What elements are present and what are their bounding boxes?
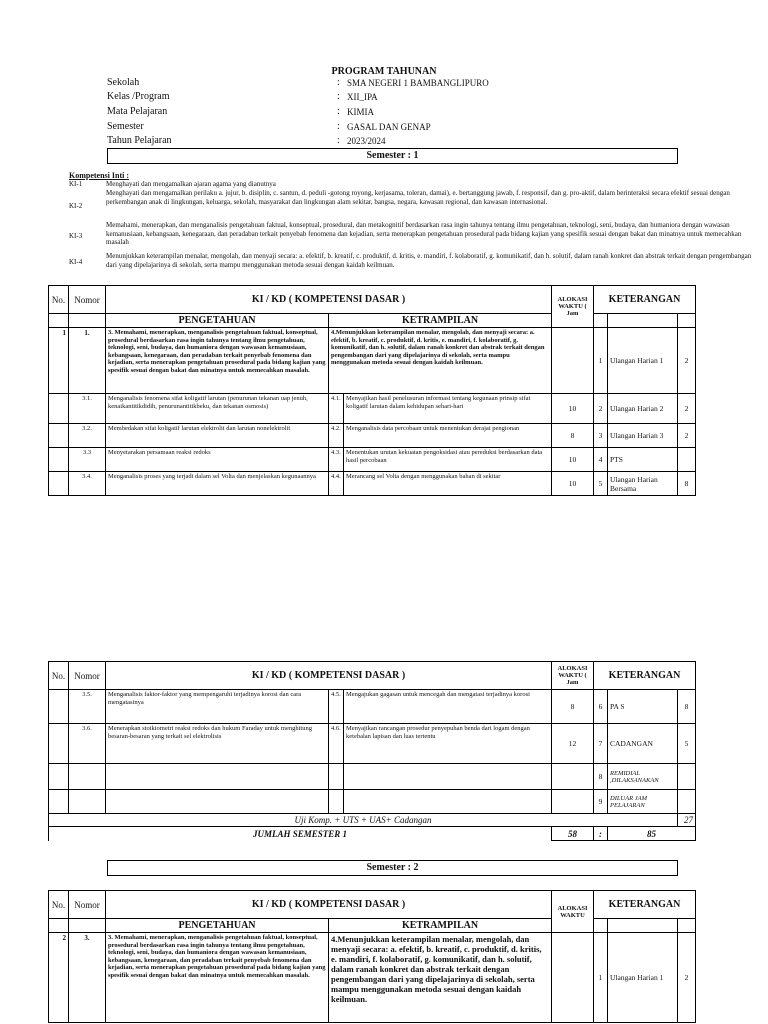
table-row xyxy=(49,394,696,424)
row-no xyxy=(49,394,69,424)
col-header-no: No. xyxy=(49,286,69,314)
row-nomor: 3.2. xyxy=(69,424,106,448)
row-alokasi xyxy=(552,933,594,1023)
row-nomor xyxy=(69,790,106,814)
header-value: KIMIA xyxy=(347,107,374,117)
row-ket-val xyxy=(678,790,696,814)
col-header-kikd: KI / KD ( KOMPETENSI DASAR ) xyxy=(106,662,552,690)
row-alokasi: 12 xyxy=(552,724,594,764)
col-header-no: No. xyxy=(49,662,69,690)
row-ketrampilan: Mengajukan gagasan untuk mencegah dan mengatasi terjadinya korosi xyxy=(344,690,552,724)
row-pengetahuan: 3. Memahami, menerapkan, menganalisis pengetahuan faktual, konseptual, prosedural berdasarkan rasa ingin tahunya tentang ilmu pengetahuan, teknologi, seni, budaya, dan humaniora dengan wawasan kemanusiaan, kebangsaan, kenegaraan, dan peradaban terkait penyebab fenomena dan kejadian, serta menerapkan pengetahuan prosedural pada bidang kajian yang spesifik sesuai dengan bakat dan minatnya untuk memecahkan masalah. xyxy=(106,328,329,394)
header-label: Mata Pelajaran xyxy=(107,106,168,117)
row-no xyxy=(49,448,69,472)
col-header-nomor: Nomor xyxy=(69,662,106,690)
row-ket-val: 2 xyxy=(678,394,696,424)
row-ketrampilan: 4.Menunjukkan keterampilan menalar, mengolah, dan menyaji secara: a. efektif, b. kreatif, c. produktif, d. kritis, e. mandiri, f. kolaboratif, g. komunikatif, dan h. solutif, dalam ranah konkret dan abstrak terkait dengan pengembangan dari yang dipelajarinya di sekolah, serta mampu menggunakan metoda sesuai dengan kaidah keilmuan. xyxy=(329,933,552,1023)
row-alokasi: 10 xyxy=(552,394,594,424)
row-ket-number: 4.6. xyxy=(329,724,344,764)
uji-value: 27 xyxy=(678,814,696,827)
row-ket-label: DILUAR JAM PELAJARAN xyxy=(608,790,678,814)
col-header-ketrampilan: KETRAMPILAN xyxy=(329,919,552,933)
row-nomor: 3.4. xyxy=(69,472,106,496)
row-no xyxy=(49,472,69,496)
row-ket-val xyxy=(678,764,696,790)
col-header-no: No. xyxy=(49,891,69,919)
row-no xyxy=(49,724,69,764)
row-pengetahuan: Menganalisis faktor-faktor yang mempengaruhi terjadinya korosi dan cara mengatasinya xyxy=(106,690,329,724)
row-ket-label: PA S xyxy=(608,690,678,724)
header-label: Kelas /Program xyxy=(107,91,170,102)
row-ket-number: 4.5. xyxy=(329,690,344,724)
row-ket-label: REMIDIAL ,DILAKSANAKAN xyxy=(608,764,678,790)
row-ket-no: 1 xyxy=(594,328,608,394)
header-colon: : xyxy=(337,135,340,146)
row-nomor: 1. xyxy=(69,328,106,394)
row-pengetahuan xyxy=(106,764,329,790)
row-pengetahuan: 3. Memahami, menerapkan, menganalisis pengetahuan faktual, konseptual, prosedural berdasarkan rasa ingin tahunya tentang ilmu pengetahuan, teknologi, seni, budaya, dan humaniora dengan wawasan kemanusiaan, kebangsaan, kenegaraan, dan peradaban terkait penyebab fenomena dan kejadian, serta menerapkan pengetahuan prosedural pada bidang kajian yang spesifik sesuai dengan bakat dan minatnya untuk memecahkan masalah. xyxy=(106,933,329,1023)
kd-table-semester-2 xyxy=(48,890,696,1023)
row-ket-no: 9 xyxy=(594,790,608,814)
document-title: PROGRAM TAHUNAN xyxy=(331,66,437,77)
ki-text: Menunjukkan keterampilan menalar, mengolah, dan menyaji secara: a. efektif, b. kreatif, c. produktif, d. kritis, e. mandiri, f. kolaboratif, g. komunikatif, dan h. solutif, dalam ranah konkret dan abstrak terkait dengan pengembangan dari yang dipelajarinya di sekolah, serta mampu menggunakan metoda sesuai dengan kaidah keilmuan. xyxy=(106,252,752,269)
row-ket-label: PTS xyxy=(608,448,678,472)
jumlah-total: 85 xyxy=(608,827,696,841)
row-ket-number: 4.1. xyxy=(329,394,344,424)
header-colon: : xyxy=(337,91,340,102)
header-colon: : xyxy=(337,77,340,88)
row-no xyxy=(49,424,69,448)
table-row xyxy=(49,933,696,1023)
table-row xyxy=(49,424,696,448)
col-header-alokasi: ALOKASI WAKTU ( Jam xyxy=(552,286,594,328)
header-value: 2023/2024 xyxy=(347,136,386,146)
row-pengetahuan: Membedakan sifat koligatif larutan elektrolit dan larutan nonelektrolit xyxy=(106,424,329,448)
table-row xyxy=(49,724,696,764)
row-ketrampilan: Menganalisis data percobaan untuk menentukan derajat pengionan xyxy=(344,424,552,448)
jumlah-colon: : xyxy=(594,827,608,841)
table-row xyxy=(49,690,696,724)
row-ket-no: 4 xyxy=(594,448,608,472)
empty-cell xyxy=(49,919,69,933)
row-pengetahuan xyxy=(106,790,329,814)
row-ket-val xyxy=(678,448,696,472)
ki-code: KI-2 xyxy=(69,202,83,210)
empty-cell xyxy=(678,919,696,933)
table-row xyxy=(49,328,696,394)
table-row xyxy=(49,790,696,814)
row-ket-no: 1 xyxy=(594,933,608,1023)
header-value: GASAL DAN GENAP xyxy=(347,122,431,132)
row-no xyxy=(49,690,69,724)
header-label: Tahun Pelajaran xyxy=(107,135,172,146)
col-header-keterangan: KETERANGAN xyxy=(594,662,696,690)
header-label: Sekolah xyxy=(107,77,140,88)
row-ket-no: 5 xyxy=(594,472,608,496)
col-header-kikd: KI / KD ( KOMPETENSI DASAR ) xyxy=(106,891,552,919)
row-ketrampilan xyxy=(344,764,552,790)
row-ket-val: 2 xyxy=(678,424,696,448)
row-ket-number xyxy=(329,764,344,790)
row-nomor: 3.1. xyxy=(69,394,106,424)
ki-text: Memahami, menerapkan, dan menganalisis pengetahuan faktual, konseptual, prosedural, dan metakognitif berdasarkan rasa ingin tahunya tentang ilmu pengetahuan, teknologi, seni, budaya, dan humaniora dengan wawasan kemanusiaan, kebangsaan, kenegaraan, dan peradaban terkait penyebab fenomena dan kejadian, serta menerapkan pengetahuan prosedural pada bidang kajian yang spesifik sesuai dengan bakat dan minatnya untuk memecahkan masalah xyxy=(106,221,742,246)
row-ketrampilan: Menentukan urutan kekuatan pengoksidasi atau pereduksi berdasarkan data hasil percobaan xyxy=(344,448,552,472)
row-ket-label: Ulangan Harian 2 xyxy=(608,394,678,424)
table-row xyxy=(49,472,696,496)
header-colon: : xyxy=(337,106,340,117)
empty-cell xyxy=(608,314,678,328)
col-header-keterangan: KETERANGAN xyxy=(594,286,696,314)
row-ket-no: 2 xyxy=(594,394,608,424)
row-ket-label: Ulangan Harian 1 xyxy=(608,328,678,394)
empty-cell xyxy=(608,919,678,933)
row-nomor: 3.5. xyxy=(69,690,106,724)
ki-text: Menghayati dan mengamalkan perilaku a. jujur, b. disiplin, c. santun, d. peduli -gotong royong, kerjasama, toleran, damai), e. bertanggung jawab, f. responsif, dan g. pro-aktif, dalam berinteraksi secara efektif sesuai dengan perkembangan anak di lingkungan, keluarga, sekolah, masyarakat dan lingkungan alam sekitar, bangsa, negara, kawasan regional, dan kawasan internasional. xyxy=(106,189,730,206)
empty-cell xyxy=(594,314,608,328)
row-ket-number: 4.2. xyxy=(329,424,344,448)
row-ketrampilan xyxy=(344,790,552,814)
col-header-nomor: Nomor xyxy=(69,286,106,314)
row-ket-no: 6 xyxy=(594,690,608,724)
row-ket-val: 5 xyxy=(678,724,696,764)
col-header-ketrampilan: KETRAMPILAN xyxy=(329,314,552,328)
header-value: SMA NEGERI 1 BAMBANGLIPURO xyxy=(347,78,489,88)
row-ket-label: Ulangan Harian 3 xyxy=(608,424,678,448)
row-no: 1 xyxy=(49,328,69,394)
row-pengetahuan: Menerapkan stoikiometri reaksi redoks dan hukum Faraday untuk menghitung besaran-besaran yang terkait sel elektrolisis xyxy=(106,724,329,764)
empty-cell xyxy=(594,919,608,933)
ki-code: KI-3 xyxy=(69,232,83,240)
jumlah-value: 58 xyxy=(552,827,594,841)
row-nomor: 3.6. xyxy=(69,724,106,764)
row-ket-label: Ulangan Harian 1 xyxy=(608,933,678,1023)
ki-text: Menghayati dan mengamalkan ajaran agama yang dianutnya xyxy=(106,180,276,188)
row-alokasi: 8 xyxy=(552,690,594,724)
row-alokasi xyxy=(552,328,594,394)
row-ket-no: 7 xyxy=(594,724,608,764)
row-ket-label: Ulangan Harian Bersama xyxy=(608,472,678,496)
row-ketrampilan: Menyajikan rancangan prosedur penyepuhan benda dari logam dengan ketebalan lapisan dan luas tertentu xyxy=(344,724,552,764)
row-ket-number: 4.4. xyxy=(329,472,344,496)
row-alokasi: 8 xyxy=(552,424,594,448)
header-value: XII_IPA xyxy=(347,92,378,102)
row-ket-label: CADANGAN xyxy=(608,724,678,764)
row-no xyxy=(49,764,69,790)
row-ket-no: 8 xyxy=(594,764,608,790)
table-row xyxy=(49,764,696,790)
empty-cell xyxy=(69,314,106,328)
header-label: Semester xyxy=(107,121,144,132)
row-ket-number xyxy=(329,790,344,814)
row-ket-val: 2 xyxy=(678,933,696,1023)
row-ketrampilan: Menyajikan hasil penelusuran informasi tentang kegunaan prinsip sifat koligatif larutan dalam kehidupan sehari-hari xyxy=(344,394,552,424)
row-ket-val: 8 xyxy=(678,472,696,496)
row-no: 2 xyxy=(49,933,69,1023)
row-pengetahuan: Menganalisis proses yang terjadi dalam sel Volta dan menjelaskan kegunaannya xyxy=(106,472,329,496)
table-row xyxy=(49,448,696,472)
row-alokasi xyxy=(552,764,594,790)
semester-1-box: Semester : 1 xyxy=(107,148,678,164)
col-header-nomor: Nomor xyxy=(69,891,106,919)
jumlah-label: JUMLAH SEMESTER 1 xyxy=(49,827,552,841)
empty-cell xyxy=(69,919,106,933)
row-ketrampilan: Merancang sel Volta dengan menggunakan bahan di sekitar xyxy=(344,472,552,496)
col-header-alokasi: ALOKASI WAKTU xyxy=(552,891,594,933)
row-alokasi: 10 xyxy=(552,448,594,472)
uji-row xyxy=(49,814,696,827)
row-alokasi xyxy=(552,790,594,814)
uji-label: Uji Komp. + UTS + UAS+ Cadangan xyxy=(49,814,678,827)
row-nomor xyxy=(69,764,106,790)
header-colon: : xyxy=(337,121,340,132)
ki-code: KI-4 xyxy=(69,258,83,266)
kd-table-semester-1 xyxy=(48,285,696,496)
row-pengetahuan: Menganalisis fenomena sifat koligatif larutan (penurunan tekanan uap jenuh, kenaikantitikdidih, penurunantitikbeku, dan tekanan osmosis) xyxy=(106,394,329,424)
row-ket-val: 2 xyxy=(678,328,696,394)
row-pengetahuan: Menyetarakan persamaan reaksi redoks xyxy=(106,448,329,472)
row-no xyxy=(49,790,69,814)
row-ket-val: 8 xyxy=(678,690,696,724)
ki-code: KI-1 xyxy=(69,180,83,188)
empty-cell xyxy=(49,314,69,328)
col-header-kikd: KI / KD ( KOMPETENSI DASAR ) xyxy=(106,286,552,314)
row-ket-number: 4.3. xyxy=(329,448,344,472)
row-ket-no: 3 xyxy=(594,424,608,448)
row-alokasi: 10 xyxy=(552,472,594,496)
col-header-pengetahuan: PENGETAHUAN xyxy=(106,919,329,933)
ki-heading: Kompetensi Inti : xyxy=(69,171,129,180)
col-header-pengetahuan: PENGETAHUAN xyxy=(106,314,329,328)
kd-table-semester-1-continued xyxy=(48,661,696,841)
semester-2-box: Semester : 2 xyxy=(107,860,678,876)
empty-cell xyxy=(678,314,696,328)
row-nomor: 3. xyxy=(69,933,106,1023)
row-nomor: 3.3 xyxy=(69,448,106,472)
col-header-alokasi: ALOKASI WAKTU ( Jam xyxy=(552,662,594,690)
row-ketrampilan: 4.Menunjukkan keterampilan menalar, mengolah, dan menyaji secara: a. efektif, b. kreatif, c. produktif, d. kritis, e. mandiri, f. kolaboratif, g. komunikatif, dan h. solutif, dalam ranah konkret dan abstrak terkait dengan pengembangan dari yang dipelajarinya di sekolah, serta mampu menggunakan metoda sesuai dengan kaidah keilmuan. xyxy=(329,328,552,394)
jumlah-row xyxy=(49,827,696,841)
col-header-keterangan: KETERANGAN xyxy=(594,891,696,919)
